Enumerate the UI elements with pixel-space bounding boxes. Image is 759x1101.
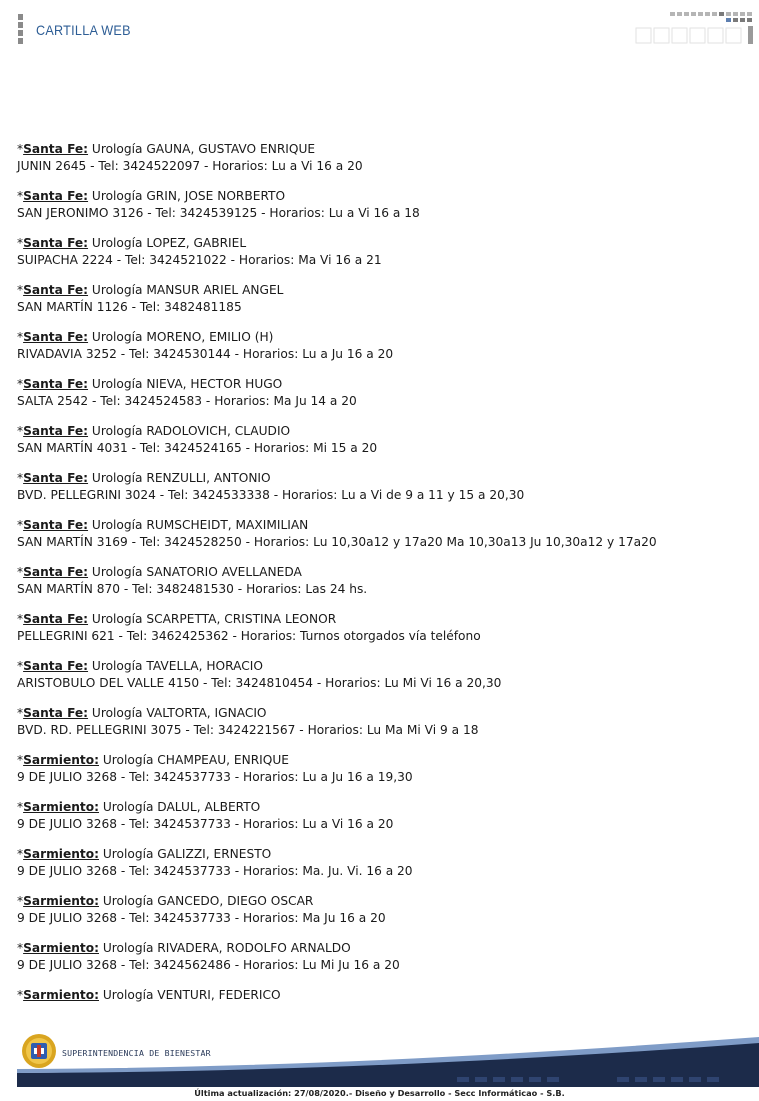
entry-name: Urología GRIN, JOSE NORBERTO [91,189,286,203]
entry-details: PELLEGRINI 621 - Tel: 3462425362 - Horarios: Turnos otorgados vía teléfono [17,629,481,643]
entry-location: Santa Fe: [23,189,89,203]
entry-details: SALTA 2542 - Tel: 3424524583 - Horarios: Ma Ju 14 a 20 [17,394,357,408]
list-item: *Sarmiento: Urología RIVADERA, RODOLFO ARNALDO 9 DE JULIO 3268 - Tel: 3424562486 - Horarios: Lu Mi Ju 16 a 20 [17,940,752,974]
entry-name: Urología VENTURI, FEDERICO [102,988,281,1002]
entry-location: Sarmiento: [23,753,99,767]
entry-name: Urología MANSUR ARIEL ANGEL [91,283,284,297]
entry-details: 9 DE JULIO 3268 - Tel: 3424537733 - Horarios: Ma Ju 16 a 20 [17,911,386,925]
entry-location: Santa Fe: [23,518,89,532]
list-item: *Sarmiento: Urología GANCEDO, DIEGO OSCAR 9 DE JULIO 3268 - Tel: 3424537733 - Horarios: Ma Ju 16 a 20 [17,893,752,927]
footer-organization: SUPERINTENDENCIA DE BIENESTAR [62,1048,211,1058]
list-item: *Sarmiento: Urología VENTURI, FEDERICO [17,988,281,1002]
list-item: *Santa Fe: Urología NIEVA, HECTOR HUGO SALTA 2542 - Tel: 3424524583 - Horarios: Ma Ju 14 a 20 [17,376,752,410]
footer-band [17,1035,759,1087]
entry-name: Urología SANATORIO AVELLANEDA [91,565,302,579]
entry-name: Urología MORENO, EMILIO (H) [91,330,274,344]
page-title: CARTILLA WEB [36,22,131,38]
entry-name: Urología NIEVA, HECTOR HUGO [91,377,283,391]
footer-note: Última actualización: 27/08/2020.- Diseño y Desarrollo - Secc Informáticao - S.B. [194,1088,565,1098]
entry-details: 9 DE JULIO 3268 - Tel: 3424537733 - Horarios: Ma. Ju. Vi. 16 a 20 [17,864,413,878]
entry-name: Urología GAUNA, GUSTAVO ENRIQUE [91,142,316,156]
entry-name: Urología GALIZZI, ERNESTO [102,847,272,861]
list-item: *Sarmiento: Urología GALIZZI, ERNESTO 9 DE JULIO 3268 - Tel: 3424537733 - Horarios: Ma. Ju. Vi. 16 a 20 [17,846,752,880]
entry-location: Santa Fe: [23,706,89,720]
entry-name: Urología RENZULLI, ANTONIO [91,471,271,485]
entry-location: Santa Fe: [23,377,89,391]
entry-name: Urología CHAMPEAU, ENRIQUE [102,753,289,767]
list-item: *Santa Fe: Urología LOPEZ, GABRIEL SUIPACHA 2224 - Tel: 3424521022 - Horarios: Ma Vi 16 a 21 [17,235,752,269]
entry-location: Santa Fe: [23,612,89,626]
list-item: *Santa Fe: Urología SANATORIO AVELLANEDA SAN MARTÍN 870 - Tel: 3482481530 - Horarios: Las 24 hs. [17,564,752,598]
shield-logo-icon [20,1033,58,1069]
entry-details: SAN MARTÍN 4031 - Tel: 3424524165 - Horarios: Mi 15 a 20 [17,441,378,455]
entry-location: Santa Fe: [23,142,89,156]
entry-location: Sarmiento: [23,988,99,1002]
entry-details: JUNIN 2645 - Tel: 3424522097 - Horarios: Lu a Vi 16 a 20 [17,159,363,173]
entry-details: SUIPACHA 2224 - Tel: 3424521022 - Horarios: Ma Vi 16 a 21 [17,253,382,267]
entry-location: Santa Fe: [23,471,89,485]
entry-location: Santa Fe: [23,659,89,673]
entry-name: Urología SCARPETTA, CRISTINA LEONOR [91,612,337,626]
entry-location: Santa Fe: [23,565,89,579]
entry-location: Sarmiento: [23,894,99,908]
entry-name: Urología RUMSCHEIDT, MAXIMILIAN [91,518,309,532]
entry-details: SAN MARTÍN 3169 - Tel: 3424528250 - Horarios: Lu 10,30a12 y 17a20 Ma 10,30a13 Ju 10,30a12 y 17a20 [17,535,657,549]
list-item: *Santa Fe: Urología TAVELLA, HORACIO ARISTOBULO DEL VALLE 4150 - Tel: 3424810454 - Horarios: Lu Mi Vi 16 a 20,30 [17,658,752,692]
entry-name: Urología TAVELLA, HORACIO [91,659,263,673]
list-item: *Santa Fe: Urología SCARPETTA, CRISTINA LEONOR PELLEGRINI 621 - Tel: 3462425362 - Horarios: Turnos otorgados vía teléfono [17,611,752,645]
list-item: *Santa Fe: Urología MORENO, EMILIO (H) RIVADAVIA 3252 - Tel: 3424530144 - Horarios: Lu a Ju 16 a 20 [17,329,752,363]
entry-name: Urología LOPEZ, GABRIEL [91,236,247,250]
entry-details: BVD. RD. PELLEGRINI 3075 - Tel: 3424221567 - Horarios: Lu Ma Mi Vi 9 a 18 [17,723,479,737]
list-item: *Santa Fe: Urología RUMSCHEIDT, MAXIMILIAN SAN MARTÍN 3169 - Tel: 3424528250 - Horarios: Lu 10,30a12 y 17a20 Ma 10,30a13 Ju 10,30a12 y 17a20 [17,517,752,551]
list-item: *Santa Fe: Urología VALTORTA, IGNACIO BVD. RD. PELLEGRINI 3075 - Tel: 3424221567 - Horarios: Lu Ma Mi Vi 9 a 18 [17,705,752,739]
list-item: *Sarmiento: Urología DALUL, ALBERTO 9 DE JULIO 3268 - Tel: 3424537733 - Horarios: Lu a Vi 16 a 20 [17,799,752,833]
entry-location: Sarmiento: [23,800,99,814]
list-item: *Sarmiento: Urología CHAMPEAU, ENRIQUE 9 DE JULIO 3268 - Tel: 3424537733 - Horarios: Lu a Ju 16 a 19,30 [17,752,752,786]
entry-details: SAN MARTÍN 870 - Tel: 3482481530 - Horarios: Las 24 hs. [17,582,368,596]
entry-details: ARISTOBULO DEL VALLE 4150 - Tel: 3424810454 - Horarios: Lu Mi Vi 16 a 20,30 [17,676,502,690]
entry-location: Santa Fe: [23,330,89,344]
entry-details: SAN JERONIMO 3126 - Tel: 3424539125 - Horarios: Lu a Vi 16 a 18 [17,206,420,220]
entry-name: Urología GANCEDO, DIEGO OSCAR [102,894,314,908]
entry-location: Sarmiento: [23,941,99,955]
entry-details: 9 DE JULIO 3268 - Tel: 3424537733 - Horarios: Lu a Vi 16 a 20 [17,817,394,831]
list-item: *Santa Fe: Urología GAUNA, GUSTAVO ENRIQUE JUNIN 2645 - Tel: 3424522097 - Horarios: Lu a Vi 16 a 20 [17,141,752,175]
entry-details: BVD. PELLEGRINI 3024 - Tel: 3424533338 - Horarios: Lu a Vi de 9 a 11 y 15 a 20,30 [17,488,525,502]
provider-list [17,141,752,1017]
entry-details: 9 DE JULIO 3268 - Tel: 3424562486 - Horarios: Lu Mi Ju 16 a 20 [17,958,400,972]
header-decoration [634,8,759,48]
entry-location: Santa Fe: [23,424,89,438]
entry-details: SAN MARTÍN 1126 - Tel: 3482481185 [17,300,242,314]
entry-location: Santa Fe: [23,236,89,250]
list-item: *Santa Fe: Urología GRIN, JOSE NORBERTO SAN JERONIMO 3126 - Tel: 3424539125 - Horarios: Lu a Vi 16 a 18 [17,188,752,222]
list-item: *Santa Fe: Urología RENZULLI, ANTONIO BVD. PELLEGRINI 3024 - Tel: 3424533338 - Horarios: Lu a Vi de 9 a 11 y 15 a 20,30 [17,470,752,504]
entry-location: Santa Fe: [23,283,89,297]
entry-location: Sarmiento: [23,847,99,861]
entry-details: 9 DE JULIO 3268 - Tel: 3424537733 - Horarios: Lu a Ju 16 a 19,30 [17,770,413,784]
list-item: *Santa Fe: Urología RADOLOVICH, CLAUDIO SAN MARTÍN 4031 - Tel: 3424524165 - Horarios: Mi 15 a 20 [17,423,752,457]
entry-name: Urología DALUL, ALBERTO [102,800,261,814]
entry-name: Urología RIVADERA, RODOLFO ARNALDO [102,941,351,955]
list-item: *Santa Fe: Urología MANSUR ARIEL ANGEL SAN MARTÍN 1126 - Tel: 3482481185 [17,282,752,316]
entry-details: RIVADAVIA 3252 - Tel: 3424530144 - Horarios: Lu a Ju 16 a 20 [17,347,394,361]
header-accent-bar [18,14,23,46]
entry-name: Urología RADOLOVICH, CLAUDIO [91,424,291,438]
entry-name: Urología VALTORTA, IGNACIO [91,706,267,720]
